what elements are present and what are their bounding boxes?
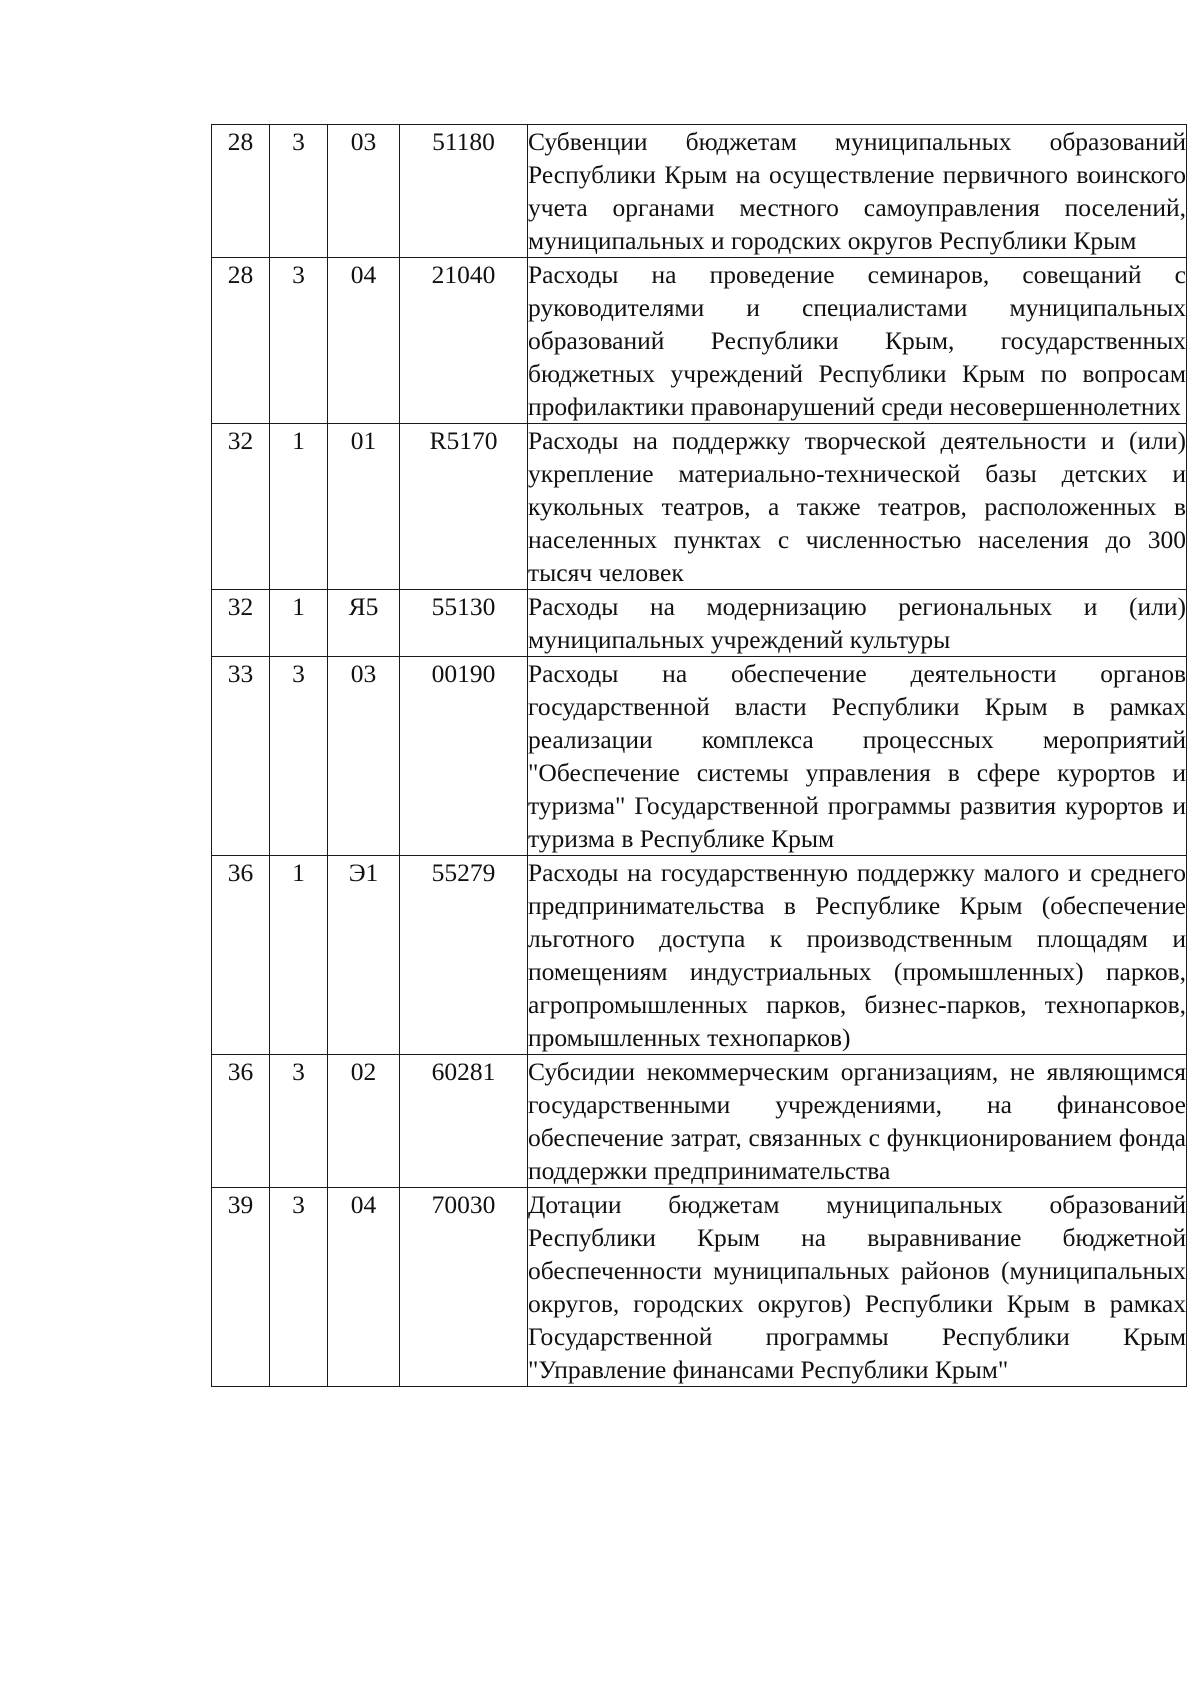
program-code-cell: 32: [212, 590, 270, 657]
subprogram-code-cell: 1: [270, 856, 328, 1055]
description-cell: Субсидии некоммерческим организациям, не являющимся государственными учреждениями, на финансовое обеспечение затрат, связанных с функционированием фонда поддержки предпринимательства: [528, 1055, 1187, 1188]
table-row: [212, 1055, 1187, 1188]
event-code-cell: 01: [328, 424, 400, 590]
event-code-cell: 03: [328, 125, 400, 258]
direction-code-cell: R5170: [400, 424, 528, 590]
table-row: [212, 856, 1187, 1055]
description-cell: Расходы на государственную поддержку малого и среднего предпринимательства в Республике Крым (обеспечение льготного доступа к производственным площадям и помещениям индустриальных (промышленных) парков, агропромышленных парков, бизнес-парков, технопарков, промышленных технопарков): [528, 856, 1187, 1055]
table-row: [212, 590, 1187, 657]
program-code-cell: 36: [212, 1055, 270, 1188]
table-row: [212, 125, 1187, 258]
direction-code-cell: 55279: [400, 856, 528, 1055]
event-code-cell: Я5: [328, 590, 400, 657]
event-code-cell: Э1: [328, 856, 400, 1055]
direction-code-cell: 51180: [400, 125, 528, 258]
table-row: [212, 258, 1187, 424]
description-cell: Расходы на обеспечение деятельности органов государственной власти Республики Крым в рамках реализации комплекса процессных мероприятий "Обеспечение системы управления в сфере курортов и туризма" Государственной программы развития курортов и туризма в Республике Крым: [528, 657, 1187, 856]
direction-code-cell: 21040: [400, 258, 528, 424]
program-code-cell: 33: [212, 657, 270, 856]
description-cell: Субвенции бюджетам муниципальных образований Республики Крым на осуществление первичного воинского учета органами местного самоуправления поселений, муниципальных и городских округов Республики Крым: [528, 125, 1187, 258]
program-code-cell: 28: [212, 258, 270, 424]
direction-code-cell: 55130: [400, 590, 528, 657]
direction-code-cell: 00190: [400, 657, 528, 856]
table-row: [212, 657, 1187, 856]
subprogram-code-cell: 3: [270, 258, 328, 424]
description-cell: Дотации бюджетам муниципальных образований Республики Крым на выравнивание бюджетной обеспеченности муниципальных районов (муниципальных округов, городских округов) Республики Крым в рамках Государственной программы Республики Крым "Управление финансами Республики Крым": [528, 1188, 1187, 1387]
subprogram-code-cell: 1: [270, 590, 328, 657]
subprogram-code-cell: 3: [270, 1188, 328, 1387]
subprogram-code-cell: 3: [270, 125, 328, 258]
subprogram-code-cell: 3: [270, 657, 328, 856]
program-code-cell: 32: [212, 424, 270, 590]
table-row: [212, 1188, 1187, 1387]
program-code-cell: 28: [212, 125, 270, 258]
table-row: [212, 424, 1187, 590]
direction-code-cell: 60281: [400, 1055, 528, 1188]
event-code-cell: 04: [328, 1188, 400, 1387]
program-code-cell: 39: [212, 1188, 270, 1387]
direction-code-cell: 70030: [400, 1188, 528, 1387]
event-code-cell: 03: [328, 657, 400, 856]
event-code-cell: 02: [328, 1055, 400, 1188]
description-cell: Расходы на поддержку творческой деятельности и (или) укрепление материально-технической базы детских и кукольных театров, а также театров, расположенных в населенных пунктах с численностью населения до 300 тысяч человек: [528, 424, 1187, 590]
event-code-cell: 04: [328, 258, 400, 424]
subprogram-code-cell: 3: [270, 1055, 328, 1188]
description-cell: Расходы на проведение семинаров, совещаний с руководителями и специалистами муниципальных образований Республики Крым, государственных бюджетных учреждений Республики Крым по вопросам профилактики правонарушений среди несовершеннолетних: [528, 258, 1187, 424]
description-cell: Расходы на модернизацию региональных и (или) муниципальных учреждений культуры: [528, 590, 1187, 657]
budget-classification-table: [211, 124, 1187, 1387]
subprogram-code-cell: 1: [270, 424, 328, 590]
program-code-cell: 36: [212, 856, 270, 1055]
